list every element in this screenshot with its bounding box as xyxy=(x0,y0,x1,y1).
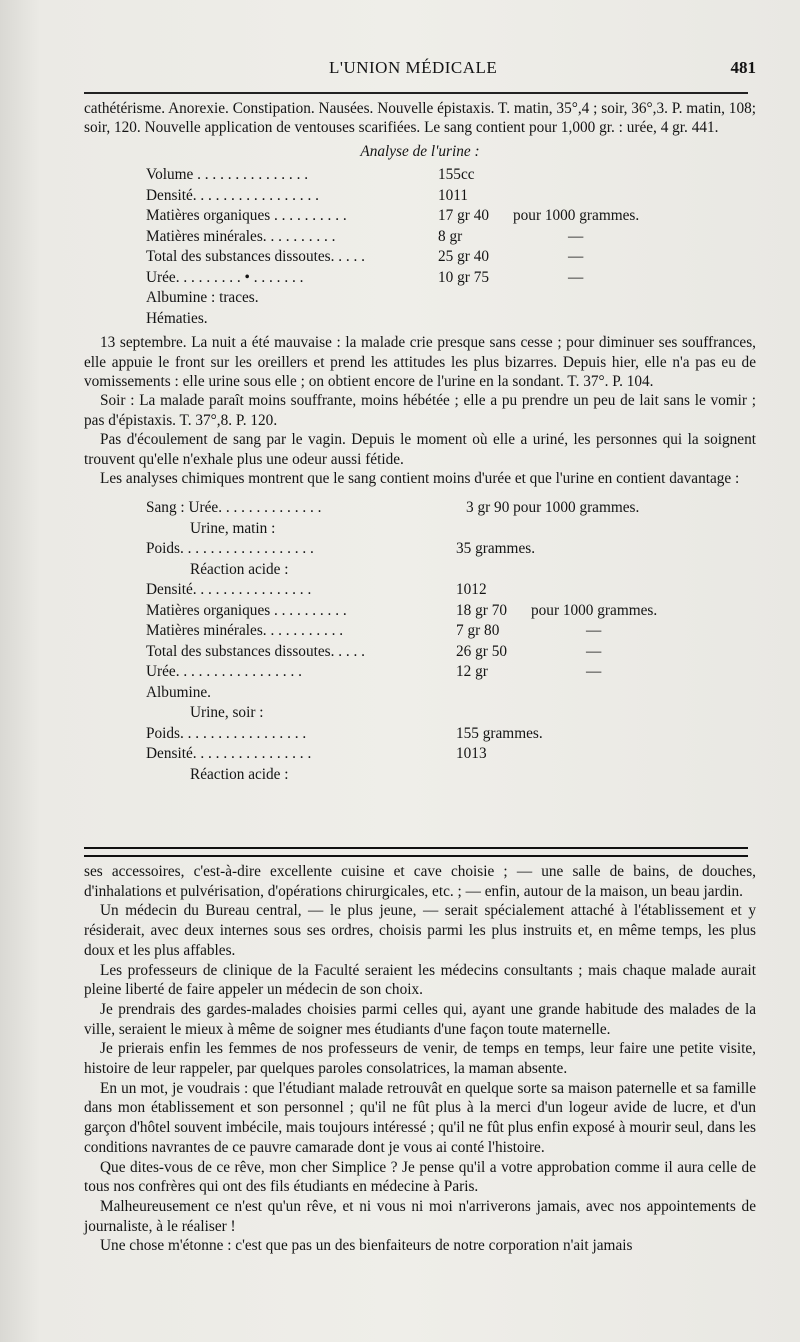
page-number: 481 xyxy=(730,58,756,77)
paragraph: Une chose m'étonne : c'est que pas un des bienfaiteurs de notre corporation n'ait jamais xyxy=(100,1237,633,1255)
paragraph: Je prierais enfin les femmes de nos professeurs de venir, de temps en temps, leur faire une petite visite, histoire de leur rappeler, par quelques paroles consolatrices, la maman absente. xyxy=(84,1040,756,1078)
row-value: 155 grammes. xyxy=(456,724,543,742)
row-unit: pour 1000 grammes. xyxy=(531,601,658,619)
table-row xyxy=(84,206,756,227)
running-title: L'UNION MÉDICALE xyxy=(329,58,498,77)
row-label: Volume . . . . . . . . . . . . . . . xyxy=(146,166,309,184)
table-row xyxy=(84,744,756,765)
table-row xyxy=(84,560,756,581)
urine-analysis-table xyxy=(84,165,756,329)
paragraph: Les analyses chimiques montrent que le sang contient moins d'urée et que l'urine en contient davantage : xyxy=(100,470,740,488)
row-value: 8 gr xyxy=(438,227,463,245)
clinical-observation xyxy=(84,99,756,785)
row-value: 12 gr xyxy=(456,663,488,681)
paragraph: Pas d'écoulement de sang par le vagin. Depuis le moment où elle a uriné, les personnes qui la soignent trouvent qu'elle n'exhale plus une odeur aussi fétide. xyxy=(84,431,756,468)
evening-heading-row xyxy=(84,703,756,724)
row-label: Total des substances dissoutes. . . . . xyxy=(146,642,366,660)
row-label: Sang : Urée. . . . . . . . . . . . . . xyxy=(146,499,322,517)
row-label: Urée. . . . . . . . . . . . . . . . . xyxy=(146,663,302,681)
paragraph: Malheureusement ce n'est qu'un rêve, et ni vous ni moi n'arriverons jamais, avec nos appointements de journaliste, à le réaliser ! xyxy=(84,1197,756,1235)
table-row xyxy=(84,724,756,745)
row-label: Total des substances dissoutes. . . . . xyxy=(146,248,366,266)
table-row xyxy=(84,662,756,683)
row-value: 155cc xyxy=(438,166,475,184)
observation-intro: cathétérisme. Anorexie. Constipation. Nausées. Nouvelle épistaxis. T. matin, 35°,4 ; soir, 36°,3. P. matin, 108; soir, 120. Nouvelle application de ventouses scarifiées. Le sang contient pour 1,000 gr. : urée, 4 gr. 441. xyxy=(84,100,756,137)
section-heading: Urine, matin : xyxy=(190,519,276,537)
row-label: Matières organiques . . . . . . . . . . xyxy=(146,601,347,619)
paragraph: 13 septembre. La nuit a été mauvaise : la malade crie presque sans cesse ; pour diminuer ses souffrances, elle appuie le front sur les oreillers et prend les attitudes les plus bizarres. Depuis hier, elle n'a pas eu de vomissements : elle urine sous elle ; on obtient encore de l'urine en la sondant. T. 37°. P. 104. xyxy=(84,334,756,391)
row-label: Hématies. xyxy=(146,309,208,327)
row-value: 1013 xyxy=(456,745,487,763)
table-row xyxy=(84,621,756,642)
running-header xyxy=(84,58,756,82)
paragraph: Soir : La malade paraît moins souffrante, moins hébétée ; elle a pu prendre un peu de lait sans le vomir ; pas d'épistaxis. T. 37°,8. P. 120. xyxy=(84,392,756,429)
table-row xyxy=(84,186,756,207)
blood-analysis xyxy=(84,498,756,539)
table-row xyxy=(84,247,756,268)
paragraph: En un mot, je voudrais : que l'étudiant malade retrouvât en quelque sorte sa maison paternelle et sa famille dans mon établissement et son personnel ; qu'il ne fût plus à la merci d'un logeur avide de lucre, et d'un garçon d'hôtel souvent imbécile, mais toujours intéressé ; qu'il ne fût plus enfin exposé à mourir seul, dans les conditions navrantes de ce pauvre camarade dont je vous ai conté l'histoire. xyxy=(84,1079,756,1156)
evening-urine-table xyxy=(84,724,756,786)
row-ditto-mark: — xyxy=(568,227,584,245)
row-label: Densité. . . . . . . . . . . . . . . . xyxy=(146,745,312,763)
row-label: Matières minérales. . . . . . . . . . xyxy=(146,227,336,245)
row-value: 1012 xyxy=(456,581,487,599)
row-label: Réaction acide : xyxy=(190,560,289,578)
table-row xyxy=(84,642,756,663)
row-value: 3 gr 90 pour 1000 grammes. xyxy=(466,499,640,517)
table-row xyxy=(84,765,756,786)
analysis-title: Analyse de l'urine : xyxy=(360,142,480,160)
row-label: Matières organiques . . . . . . . . . . xyxy=(146,207,347,225)
table-row xyxy=(84,601,756,622)
row-ditto-mark: — xyxy=(586,622,602,640)
row-value: 26 gr 50 xyxy=(456,642,507,660)
row-label: Densité. . . . . . . . . . . . . . . . . xyxy=(146,186,319,204)
row-ditto-mark: — xyxy=(568,268,584,286)
paragraph: Les professeurs de clinique de la Faculté seraient les médecins consultants ; mais chaque malade aurait pleine liberté de faire appeler un médecin de son choix. xyxy=(84,961,756,999)
row-value: 17 gr 40 xyxy=(438,207,489,225)
table-row xyxy=(84,539,756,560)
row-label: Poids. . . . . . . . . . . . . . . . . . xyxy=(146,540,314,558)
paragraph: Que dites-vous de ce rêve, mon cher Simplice ? Je pense qu'il a votre approbation comme il aura celle de tous nos confrères qui ont des fils étudiants en médecine à Paris. xyxy=(84,1158,756,1196)
row-label: Urée. . . . . . . . . • . . . . . . . xyxy=(146,268,304,286)
table-row xyxy=(84,498,756,519)
table-row xyxy=(84,268,756,289)
morning-urine-table xyxy=(84,539,756,703)
row-label: Matières minérales. . . . . . . . . . . xyxy=(146,622,344,640)
table-row xyxy=(84,580,756,601)
row-value: 18 gr 70 xyxy=(456,601,507,619)
section-heading: Urine, soir : xyxy=(190,704,264,722)
section-divider xyxy=(84,847,748,857)
paragraph: Je prendrais des gardes-malades choisies parmi celles qui, ayant une grande habitude des malades de la ville, seraient le mieux à même de soigner mes étudiants d'une façon toute maternelle. xyxy=(84,1000,756,1038)
row-label: Albumine. xyxy=(146,683,212,701)
row-label: Poids. . . . . . . . . . . . . . . . . xyxy=(146,724,307,742)
row-label: Réaction acide : xyxy=(190,765,289,783)
row-value: 1011 xyxy=(438,186,469,204)
table-row xyxy=(84,683,756,704)
feuilleton xyxy=(84,862,756,1256)
table-row xyxy=(84,309,756,330)
table-row xyxy=(84,703,756,724)
row-ditto-mark: — xyxy=(586,663,602,681)
row-value: 7 gr 80 xyxy=(456,622,500,640)
table-row xyxy=(84,288,756,309)
row-value: 35 grammes. xyxy=(456,540,536,558)
table-row xyxy=(84,165,756,186)
table-row xyxy=(84,227,756,248)
row-label: Albumine : traces. xyxy=(146,289,259,307)
table-row xyxy=(84,519,756,540)
row-unit: pour 1000 grammes. xyxy=(513,207,640,225)
row-ditto-mark: — xyxy=(586,642,602,660)
row-label: Densité. . . . . . . . . . . . . . . . xyxy=(146,581,312,599)
paragraph: Un médecin du Bureau central, — le plus jeune, — serait spécialement attaché à l'établissement et y résiderait, avec deux internes sous ses ordres, choisis parmi les plus instruits et, en même temps, les plus doux et les plus affables. xyxy=(84,902,756,959)
row-ditto-mark: — xyxy=(568,248,584,266)
header-rule xyxy=(84,92,748,94)
row-value: 10 gr 75 xyxy=(438,268,489,286)
row-value: 25 gr 40 xyxy=(438,248,489,266)
paragraph: ses accessoires, c'est-à-dire excellente cuisine et cave choisie ; — une salle de bains, de douches, d'inhalations et pulvérisation, d'opérations chirurgicales, etc. ; — enfin, autour de la maison, un beau jardin. xyxy=(84,863,756,900)
